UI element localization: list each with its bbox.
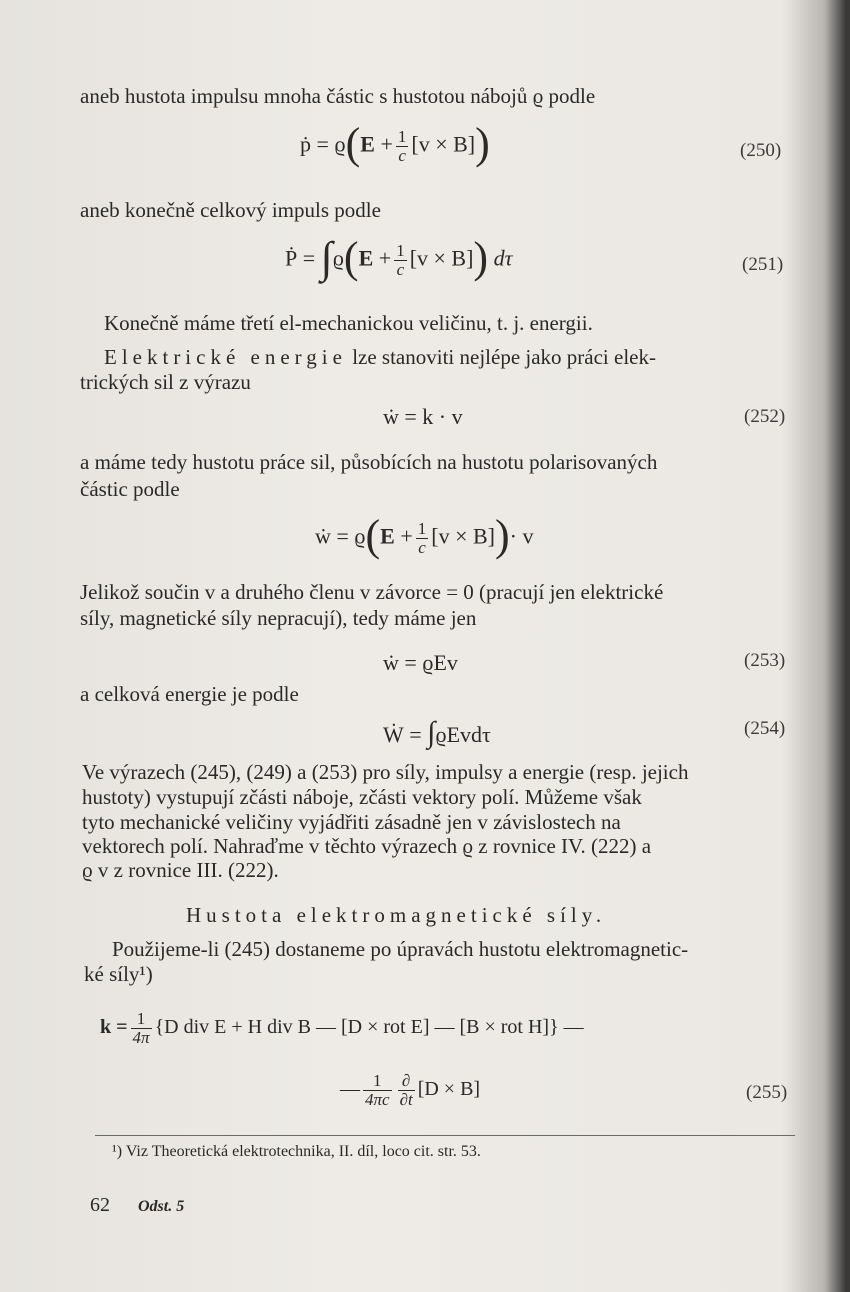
text-line: a celková energie je podle [80, 682, 299, 706]
equation-251: Ṗ = ∫ϱ(E + $\frac{1}{c}$ [v × B]) dτ [285, 232, 513, 282]
fraction: $\frac{1}{4\pi}$ [132, 1009, 150, 1047]
equation-number: (253) [744, 650, 786, 671]
equation-254: Ẇ = ∫ϱEvdτ [383, 716, 491, 749]
text-line: Konečně máme třetí el-mechanickou veličinu, t. j. energii. [104, 311, 593, 335]
text-line: ϱ v z rovnice III. (222). [82, 858, 279, 882]
fraction: $\frac{1}{c}$ [397, 127, 407, 165]
text-line: Jelikož součin v a druhého členu v závorce = 0 (pracují jen elektrické [80, 580, 664, 604]
eq-body: {D div E + H div B — [D × rot E] — [B × rot H]} — [154, 1016, 584, 1039]
equation-number: (252) [744, 406, 786, 427]
fraction: $\frac{1}{c}$ [396, 241, 405, 279]
equation-252: ẇ = k · v [383, 404, 463, 429]
eq-lhs: Ṗ = [285, 245, 316, 271]
eq-rho: ϱ [332, 245, 344, 271]
text-line: síly, magnetické síly nepracují), tedy máme jen [80, 606, 477, 630]
text-line: Elektrické energie lze stanoviti nejlépe jako práci elek- [104, 345, 656, 369]
text-line: ké síly¹) [84, 962, 153, 986]
text-line: Ve výrazech (245), (249) a (253) pro síly, impulsy a energie (resp. jejich [82, 760, 689, 784]
page-number: 62 [90, 1194, 110, 1216]
eq-body: ϱEvdτ [435, 722, 491, 747]
eq-lhs: Ẇ = [383, 722, 422, 747]
equation-number: (254) [744, 718, 786, 739]
fraction: $\frac{1}{c}$ [417, 519, 427, 557]
eq-inner: [v × B] [431, 523, 495, 549]
equation-255-line2: — $\frac{1}{4\pi c}$ $\frac{\partial}{\partial t}$ [D × B] [340, 1071, 481, 1109]
text-line: Použijeme-li (245) dostaneme po úpravách hustotu elektromagnetic- [112, 937, 689, 961]
eq-inner: [v × B] [409, 245, 474, 271]
section-heading: Hustota elektromagnetické síly. [186, 903, 607, 927]
text-line: částic podle [80, 477, 180, 501]
eq-lhs: ẇ = ϱ [315, 523, 366, 549]
equation-unnumbered: ẇ = ϱ(E + $\frac{1}{c}$ [v × B])· v [315, 510, 534, 560]
text-line: tyto mechanické veličiny vyjádřiti zásadně jen v závislostech na [82, 810, 621, 834]
text-line: vektorech polí. Nahraďme v těchto výrazech ϱ z rovnice IV. (222) a [82, 834, 652, 858]
equation-number: (255) [746, 1082, 788, 1103]
eq-tail: dτ [493, 245, 513, 271]
footnote: ¹) Viz Theoretická elektrotechnika, II. díl, loco cit. str. 53. [112, 1143, 481, 1160]
equation-250: ṗ = ϱ(E + $\frac{1}{c}$ [v × B]) [300, 118, 490, 168]
equation-253: ẇ = ϱEv [383, 650, 458, 675]
fraction: $\frac{\partial}{\partial t}$ [399, 1071, 413, 1109]
fraction: $\frac{1}{4\pi c}$ [365, 1071, 390, 1109]
text-line: trických sil z výrazu [80, 370, 251, 394]
section-marker: Odst. 5 [138, 1198, 185, 1215]
eq-tail: · v [509, 523, 534, 549]
equation-number: (251) [742, 254, 784, 275]
equation-number: (250) [740, 140, 782, 161]
eq-body: [D × B] [417, 1078, 481, 1101]
footnote-rule [95, 1135, 795, 1136]
text-line: a máme tedy hustotu práce sil, působících na hustotu polarisovaných [80, 450, 658, 474]
eq-inner: [v × B] [411, 131, 476, 157]
eq-lhs: ṗ = ϱ [300, 131, 346, 157]
text-line: aneb konečně celkový impuls podle [80, 198, 381, 222]
text-line: aneb hustota impulsu mnoha částic s hustotou nábojů ϱ podle [80, 84, 596, 108]
eq-lhs: k = [100, 1016, 128, 1039]
text-line: hustoty) vystupují zčásti náboje, zčásti vektory polí. Můžeme však [82, 785, 642, 809]
equation-255-line1 [100, 1010, 584, 1047]
